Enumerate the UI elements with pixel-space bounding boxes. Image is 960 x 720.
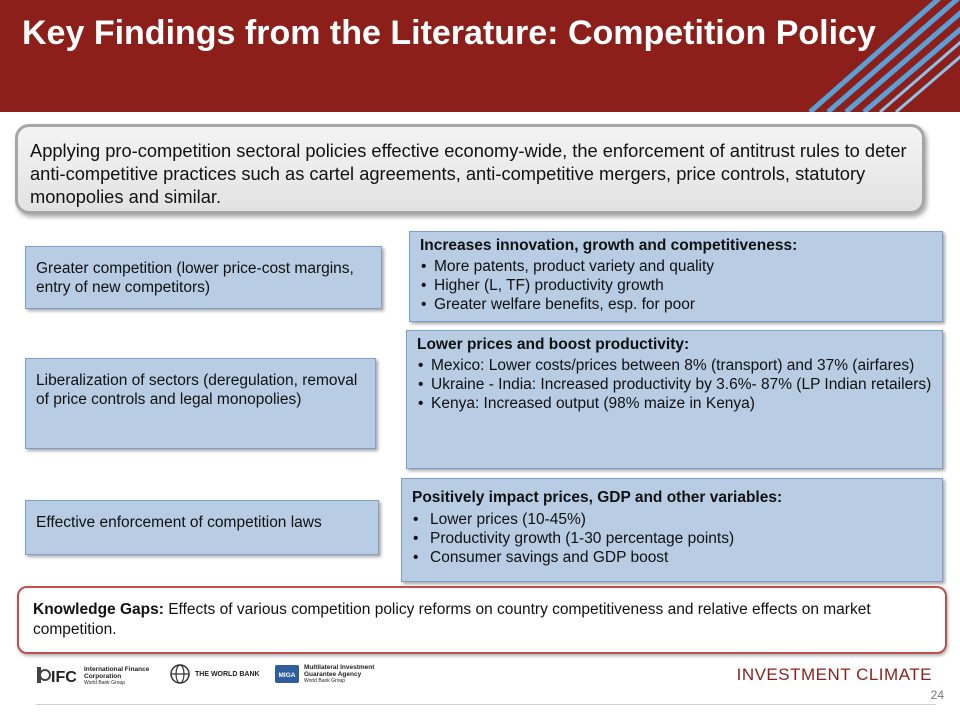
right-box-lower-prices — [406, 330, 943, 469]
right-box-bullets — [420, 257, 932, 314]
ifc-logo — [36, 663, 156, 687]
intro-statement-text: Applying pro-competition sectoral policies effective economy-wide, the enforcement of antitrust rules to deter anti-competitive practices such as cartel agreements, anti-competitive mergers, price controls, statutory monopolies and similar. — [30, 140, 907, 207]
right-box-title: Increases innovation, growth and competitiveness: — [420, 237, 798, 254]
bullet-item: • Higher (L, TF) productivity growth — [420, 276, 932, 295]
world-bank-name-text: THE WORLD BANK — [195, 671, 260, 678]
page-number: 24 — [930, 688, 944, 702]
bullet-item: • Kenya: Increased output (98% maize in Kenya) — [417, 394, 932, 413]
miga-name-text: Multilateral Investment Guarantee Agency — [304, 664, 375, 678]
slide-title: Key Findings from the Literature: Competition Policy — [22, 14, 876, 52]
header-stripes-decoration — [770, 0, 960, 112]
right-box-innovation — [409, 231, 943, 322]
right-box-bullets — [417, 356, 932, 413]
bullet-item: • Lower prices (10-45%) — [412, 510, 932, 529]
bullet-item: • Greater welfare benefits, esp. for poor — [420, 295, 932, 314]
ifc-mark-text: IFC — [51, 669, 77, 686]
world-bank-logo — [170, 663, 270, 687]
intro-statement-box — [15, 124, 925, 214]
ifc-name-text: International Finance Corporation — [84, 666, 150, 680]
footer-divider — [36, 704, 936, 705]
investment-climate-brand: INVESTMENT CLIMATE — [736, 665, 932, 684]
left-box-text: Greater competition (lower price-cost margins, entry of new competitors) — [36, 260, 354, 296]
left-box-liberalization — [25, 358, 376, 449]
ifc-name — [84, 666, 160, 687]
miga-sub-text: World Bank Group — [304, 678, 346, 684]
world-bank-globe-icon — [170, 663, 190, 685]
knowledge-gaps-box — [17, 586, 947, 654]
left-box-text: Liberalization of sectors (deregulation, removal of price controls and legal monopolies) — [36, 372, 358, 408]
right-box-title: Positively impact prices, GDP and other variables: — [412, 489, 783, 506]
knowledge-gaps-label: Knowledge Gaps: — [33, 601, 164, 618]
knowledge-gaps-text: Effects of various competition policy reforms on country competitiveness and relative effects on market competition. — [33, 601, 871, 638]
right-box-prices-gdp — [401, 478, 943, 582]
right-box-title: Lower prices and boost productivity: — [417, 336, 690, 353]
miga-logo — [274, 663, 384, 687]
miga-logo-mark-icon — [274, 663, 300, 685]
bullet-item: • Productivity growth (1-30 percentage points) — [412, 529, 932, 548]
bullet-item: • Consumer savings and GDP boost — [412, 548, 932, 567]
bullet-item: • More patents, product variety and quality — [420, 257, 932, 276]
slide-header — [0, 0, 960, 112]
bullet-item: • Ukraine - India: Increased productivity by 3.6%- 87% (LP Indian retailers) — [417, 375, 932, 394]
left-box-text: Effective enforcement of competition laws — [36, 514, 322, 531]
right-box-bullets — [412, 510, 932, 567]
ifc-sub-text: World Bank Group — [84, 680, 126, 686]
left-box-greater-competition — [25, 246, 382, 309]
miga-mark-text: MIGA — [278, 672, 296, 679]
left-box-enforcement — [25, 500, 379, 555]
bullet-item: • Mexico: Lower costs/prices between 8% (transport) and 37% (airfares) — [417, 356, 932, 375]
ifc-logo-mark-icon — [36, 663, 80, 687]
miga-name — [304, 664, 384, 685]
